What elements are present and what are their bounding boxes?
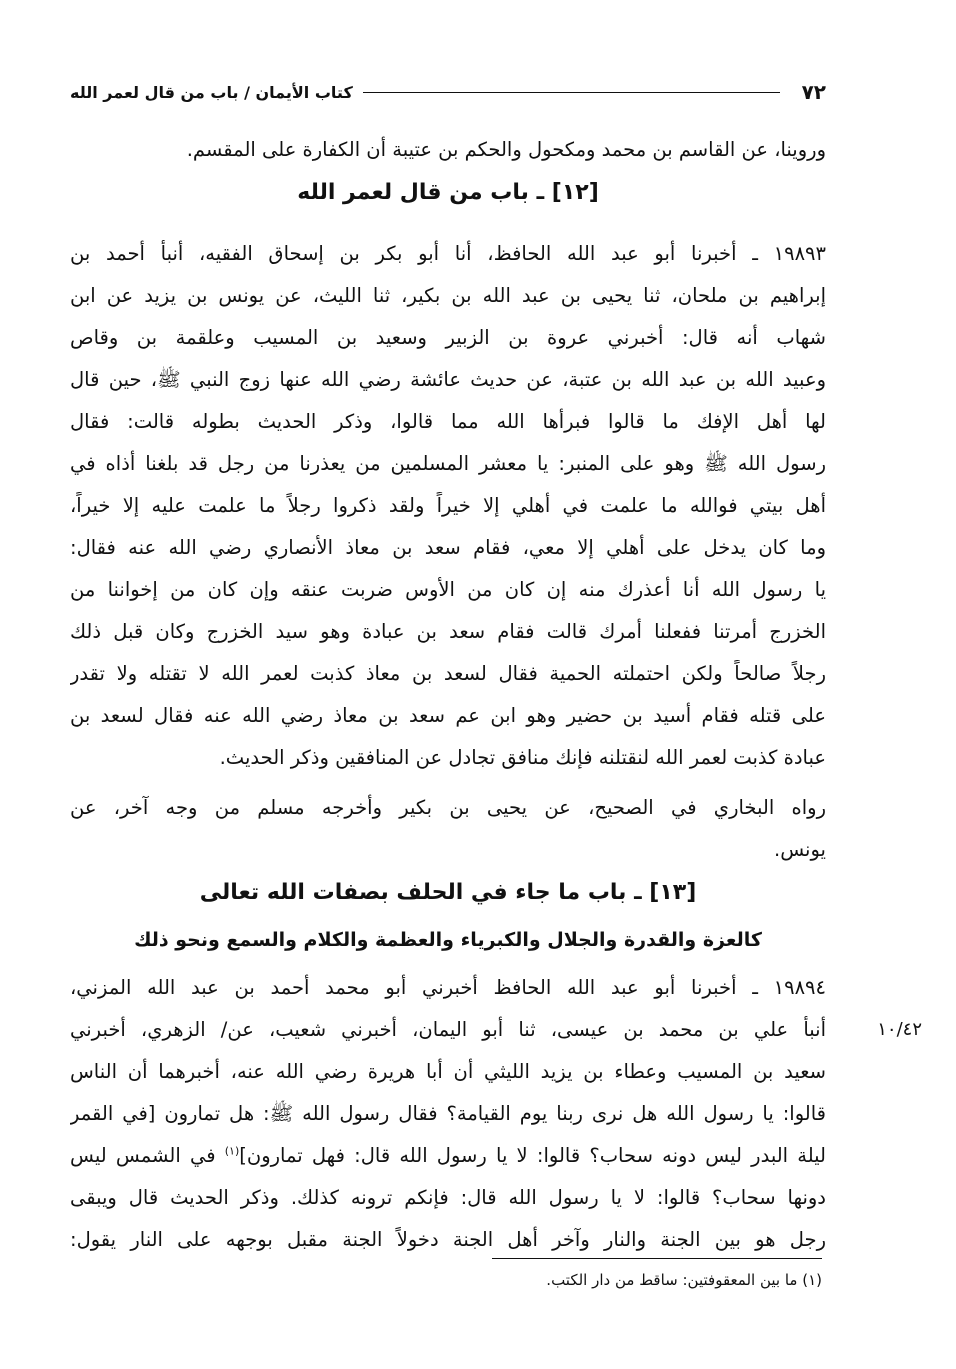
hadith-19894-line: أنبأ علي بن محمد بن عيسى، ثنا أبو اليمان، أخبرني شعيب، عن/ الزهري، أخبرني	[70, 1018, 826, 1041]
hadith-19894-line: رجل هو بين الجنة والنار وآخر أهل الجنة دخولاً الجنة مقبل بوجهه على النار يقول:	[70, 1228, 826, 1251]
hadith-19894-line	[70, 1142, 826, 1174]
narration-line: يونس.	[774, 838, 826, 861]
hadith-19893-line: أهل بيتي فوالله ما علمت في أهلي إلا خيراً ولقد ذكروا رجلاً ما علمت عليه إلا خيراً،	[70, 494, 826, 517]
hadith-19894-line: دونها سحاب؟ قالوا: لا يا رسول الله قال: فإنكم ترونه كذلك. وذكر الحديث قال ويبقى	[70, 1186, 826, 1209]
hadith-19893-line: على قتله فقام أسيد بن حضير وهو ابن عم سعد بن معاذ رضي الله عنه فقال لسعد بن	[70, 704, 826, 727]
intro-line: وروينا، عن القاسم بن محمد ومكحول والحكم بن عتيبة أن الكفارة على المقسم.	[186, 138, 826, 161]
section-13-subheading: كالعزة والقدرة والجلال والكبرياء والعظمة والكلام والسمع ونحو ذلك	[134, 929, 762, 951]
hadith-19893-line: الخزرج أمرتنا ففعلنا أمرك قالت فقام سعد بن عبادة وهو سيد الخزرج وكان قبل ذلك	[70, 620, 826, 643]
hadith-19893-line: رسول الله ﷺ وهو على المنبر: يا معشر المسلمين من يعذرنا من رجل قد بلغنا أذاه في	[70, 452, 826, 475]
line-text-tail: في الشمس ليس	[70, 1144, 216, 1167]
footnote-marker: (١)	[224, 1144, 240, 1158]
page-number: ٧٢	[801, 80, 826, 104]
hadith-19893-line: لها أهل الإفك ما قالوا فبرأها الله مما قالوا، وذكر الحديث بطوله قالت: فقال	[70, 410, 826, 433]
hadith-19894-line: سعيد بن المسيب وعطاء بن يزيد الليثي أن أبا هريرة رضي الله عنه، أخبرهما أن الناس	[70, 1060, 826, 1083]
manuscript-folio-note: ١٠/٤٢	[877, 1019, 922, 1040]
footnote-rule	[492, 1258, 822, 1259]
hadith-19894-line: ١٩٨٩٤ ـ أخبرنا أبو عبد الله الحافظ أخبرني أبو محمد أحمد بن عبد الله المزني،	[70, 976, 826, 999]
running-header	[70, 78, 826, 106]
narration-line: رواه البخاري في الصحيح، عن يحيى بن بكير وأخرجه مسلم من وجه آخر، عن	[70, 796, 826, 819]
running-title: كتاب الأيمان / باب من قال لعمر الله	[70, 82, 353, 102]
header-rule	[363, 92, 780, 93]
hadith-19893-line: وما كان يدخل على أهلي إلا معي، فقام سعد بن معاذ الأنصاري رضي الله عنه فقال:	[70, 536, 826, 559]
section-13-heading: [١٣] ـ باب ما جاء في الحلف بصفات الله تعالى	[199, 880, 697, 905]
footnote: (١) ما بين المعقوفتين: ساقط من دار الكتب.	[546, 1271, 822, 1289]
line-text: ليلة البدر ليس دونه سحاب؟ قالوا: لا يا رسول الله قال: فهل تمارون]	[239, 1144, 826, 1167]
hadith-19893-line: وعبيد الله بن عبد الله بن عتبة، عن حديث عائشة رضي الله عنها زوج النبي ﷺ، حين قال	[70, 368, 826, 391]
hadith-19893-line: رجلاً صالحاً ولكن احتملته الحمية فقال لسعد بن معاذ كذبت لعمر الله لا تقتله ولا تقدر	[70, 662, 826, 685]
hadith-19894-line: قالوا: يا رسول الله هل نرى ربنا يوم القيامة؟ فقال رسول الله ﷺ: هل تمارون [في القمر	[70, 1102, 826, 1125]
hadith-19893-line: إبراهيم بن ملحان، ثنا يحيى بن عبد الله بن بكير، ثنا الليث، عن يونس بن يزيد عن ابن	[70, 284, 826, 307]
hadith-19893-line: عبادة كذبت لعمر الله لنقتلنه فإنك منافق تجادل عن المنافقين وذكر الحديث.	[219, 746, 826, 769]
hadith-19893-line: يا رسول الله أنا أعذرك منه إن كان من الأوس ضربت عنقه وإن كان من إخواننا من	[70, 578, 826, 601]
hadith-19893-line: شهاب أنه قال: أخبرني عروة بن الزبير وسعيد بن المسيب وعلقمة بن وقاص	[70, 326, 826, 349]
section-12-heading: [١٢] ـ باب من قال لعمر الله	[297, 180, 599, 205]
hadith-19893-line: ١٩٨٩٣ ـ أخبرنا أبو عبد الله الحافظ، أنا أبو بكر بن إسحاق الفقيه، أنبأ أحمد بن	[70, 242, 826, 265]
